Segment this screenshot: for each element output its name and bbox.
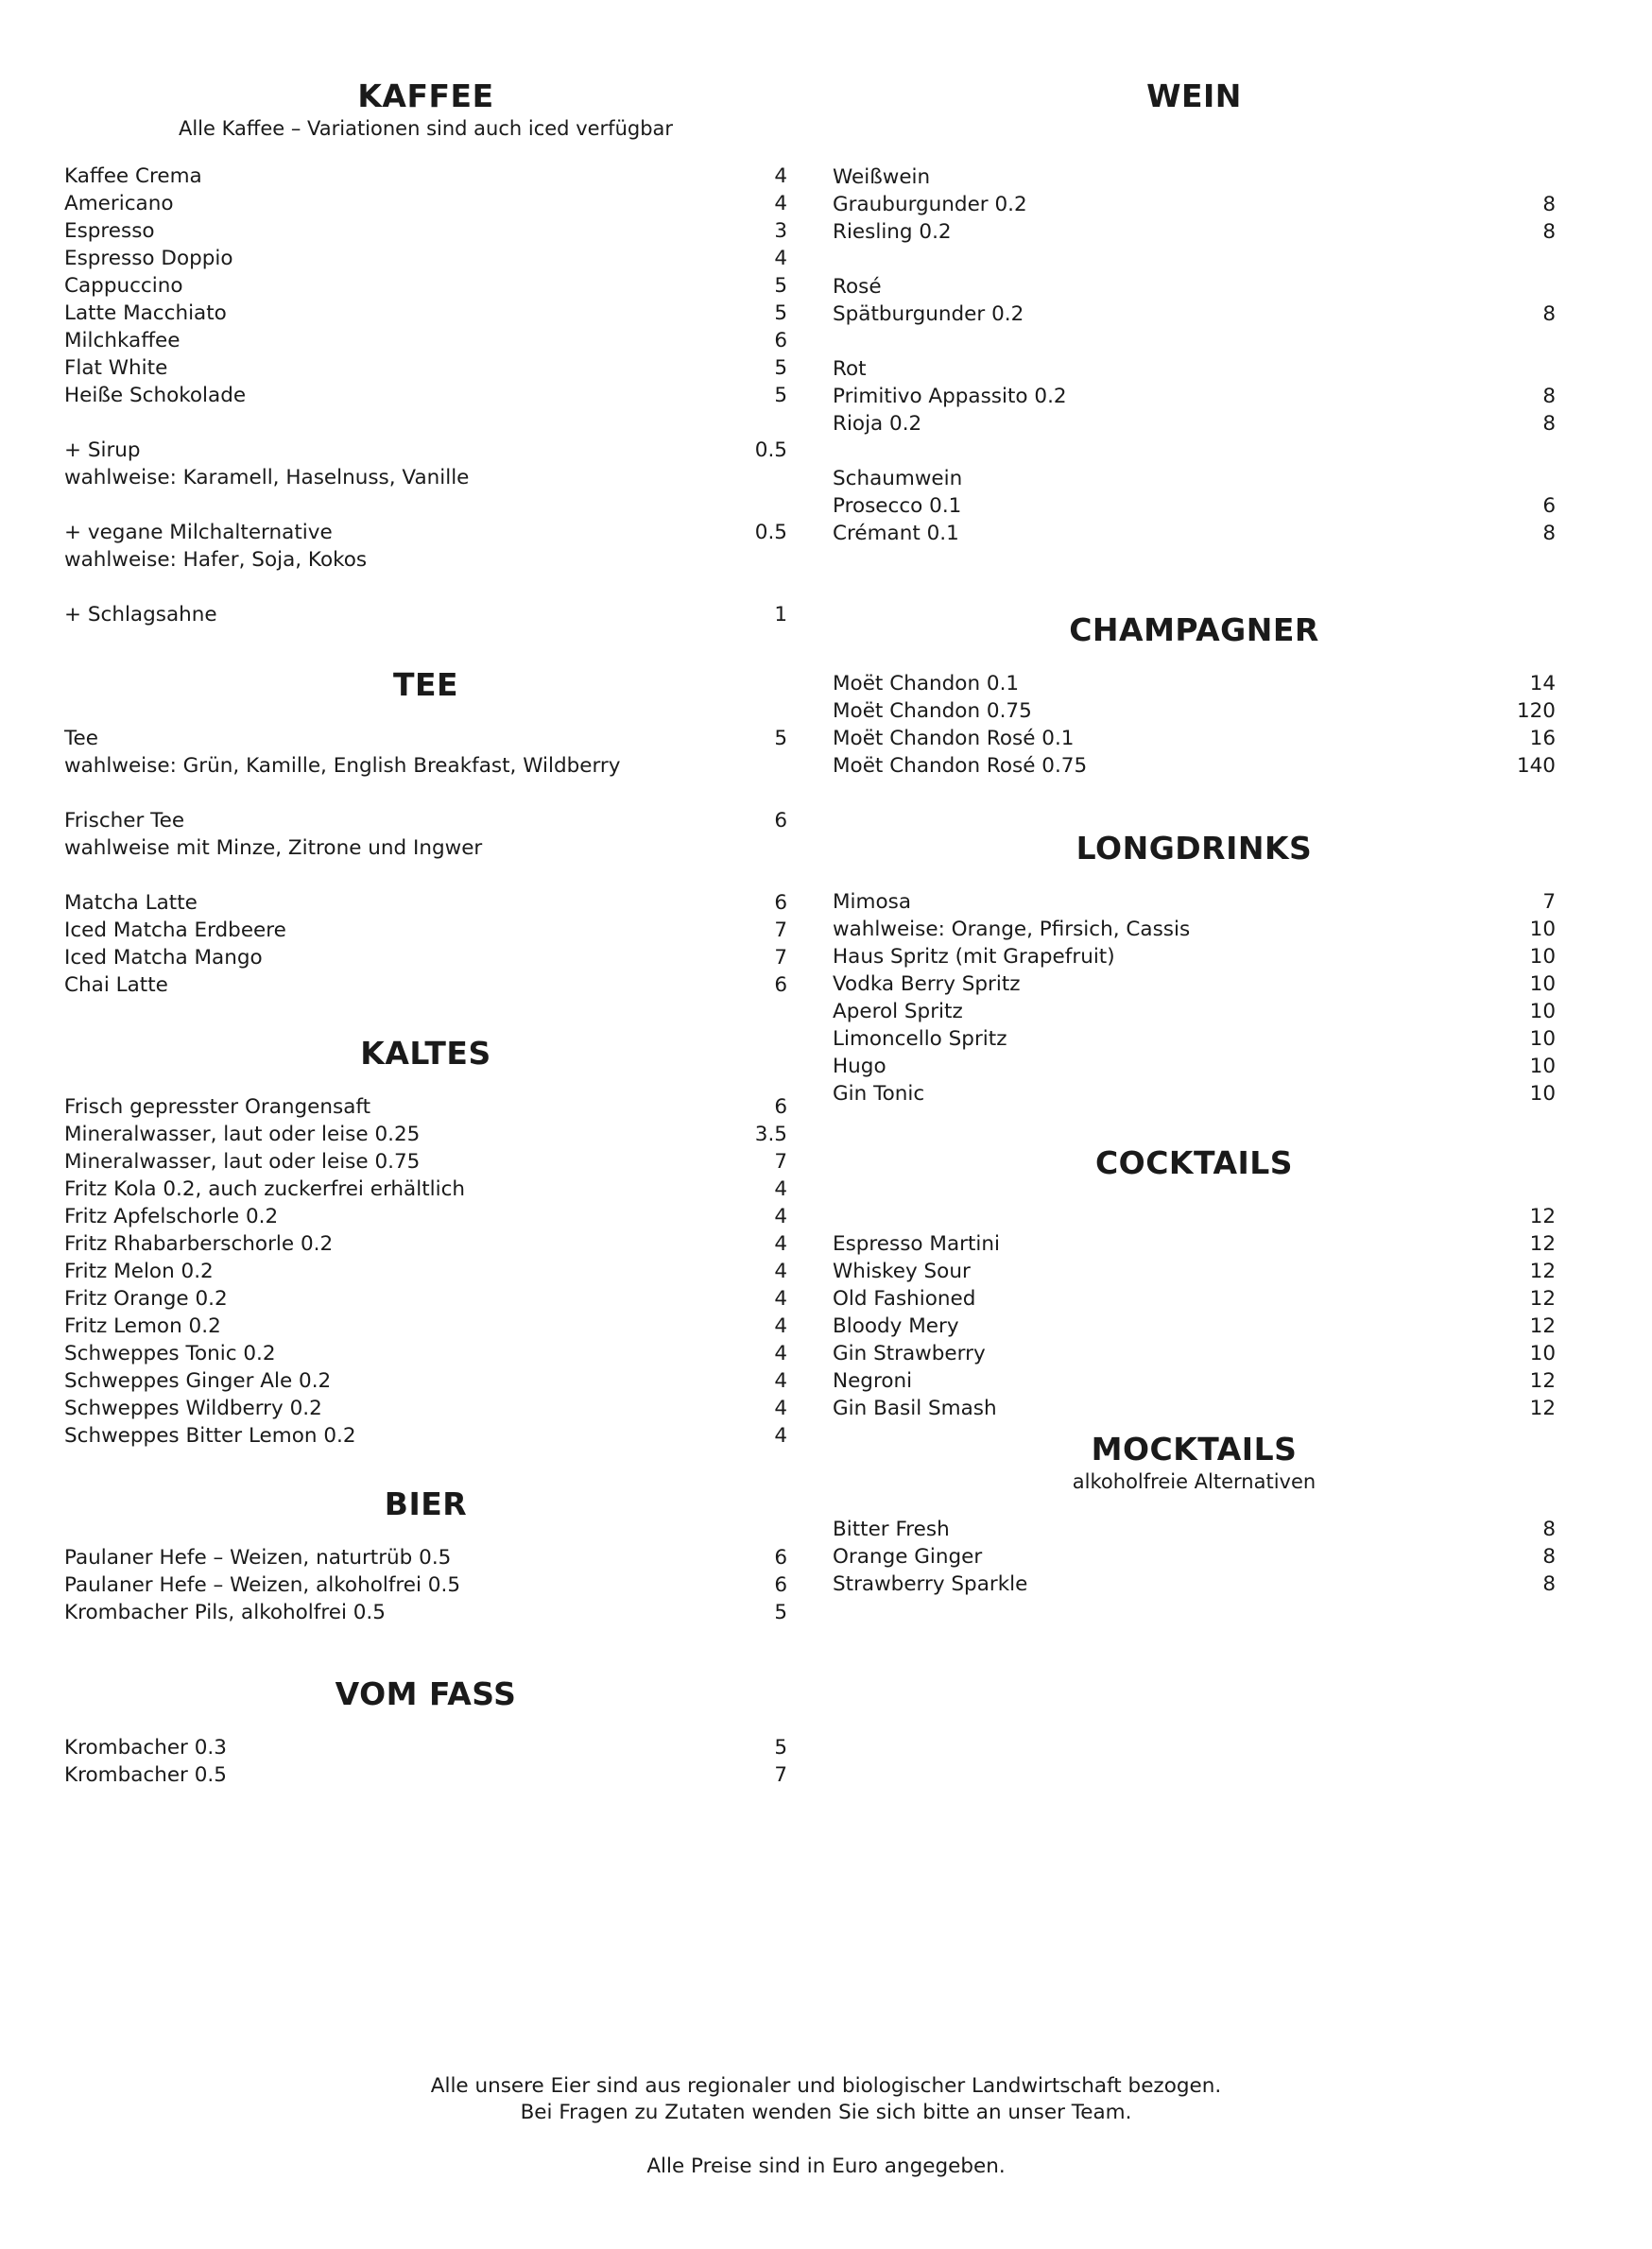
- menu-item-price: 6: [774, 973, 787, 997]
- section-title-champagner: CHAMPAGNER: [1069, 611, 1319, 648]
- menu-item: [833, 1203, 1556, 1230]
- menu-item-name: Rioja 0.2: [833, 412, 922, 436]
- menu-item: [833, 670, 1556, 697]
- menu-item-name: Flat White: [64, 356, 168, 380]
- menu-item-price: 3: [774, 219, 787, 243]
- menu-item-price: 140: [1516, 754, 1556, 778]
- menu-item-price: 10: [1529, 1000, 1556, 1023]
- menu-item-name: + Schlagsahne: [64, 603, 217, 627]
- menu-item-name: Fritz Apfelschorle 0.2: [64, 1205, 279, 1228]
- menu-item: [64, 1258, 787, 1285]
- section-cocktails: [833, 1144, 1556, 1422]
- menu-item-name: wahlweise: Orange, Pfirsich, Cassis: [833, 918, 1191, 941]
- menu-item: [64, 1761, 787, 1789]
- section-vomfass: [64, 1675, 787, 1789]
- menu-item-name: Frisch gepresster Orangensaft: [64, 1095, 371, 1119]
- menu-item-name: Limoncello Spritz: [833, 1027, 1007, 1051]
- menu-item: [64, 1571, 787, 1599]
- menu-item-name: Rosé: [833, 275, 882, 299]
- section-title-tee: TEE: [392, 666, 459, 703]
- menu-item-price: 4: [774, 1424, 787, 1448]
- section-subtitle-kaffee: Alle Kaffee – Variationen sind auch iced verfügbar: [178, 117, 674, 140]
- menu-item: [833, 1571, 1556, 1598]
- menu-item-price: 6: [774, 809, 787, 833]
- section-title-kaltes: KALTES: [360, 1035, 491, 1072]
- menu-item-name: Moët Chandon 0.75: [833, 699, 1032, 723]
- menu-item-name: Spätburgunder 0.2: [833, 302, 1024, 326]
- menu-item-price: 8: [1542, 1545, 1556, 1569]
- menu-item-name: Paulaner Hefe – Weizen, naturtrüb 0.5: [64, 1546, 452, 1570]
- menu-item: [64, 971, 787, 999]
- menu-item-price: 4: [774, 164, 787, 188]
- menu-item: [833, 410, 1556, 438]
- menu-item-name: Milchkaffee: [64, 329, 181, 352]
- menu-item-price: 5: [774, 1736, 787, 1760]
- menu-item-price: 6: [774, 329, 787, 352]
- menu-item-price: 12: [1529, 1369, 1556, 1393]
- menu-item-name: Hugo: [833, 1055, 886, 1078]
- menu-item: [833, 697, 1556, 725]
- menu-item-name: Fritz Orange 0.2: [64, 1287, 228, 1311]
- menu-item-name: Haus Spritz (mit Grapefruit): [833, 945, 1115, 969]
- menu-item: [64, 834, 787, 862]
- menu-item-price: 10: [1529, 1082, 1556, 1106]
- menu-item: [833, 916, 1556, 943]
- menu-item: [833, 752, 1556, 780]
- menu-item-name: Matcha Latte: [64, 891, 198, 915]
- section-items-mocktails: [833, 1516, 1556, 1598]
- menu-item: [64, 519, 787, 546]
- menu-item-name: Schweppes Bitter Lemon 0.2: [64, 1424, 356, 1448]
- menu-item: [64, 354, 787, 382]
- menu-item-price: 4: [774, 1287, 787, 1311]
- menu-item-price: 4: [774, 1260, 787, 1283]
- menu-item-price: 10: [1529, 945, 1556, 969]
- section-subtitle-mocktails: alkoholfreie Alternativen: [1072, 1470, 1316, 1493]
- menu-item-name: Heiße Schokolade: [64, 384, 247, 407]
- menu-item: [64, 1285, 787, 1313]
- menu-item: [64, 272, 787, 300]
- menu-item: [833, 1313, 1556, 1340]
- menu-item-name: Weißwein: [833, 165, 931, 189]
- menu-item-name: Crémant 0.1: [833, 522, 959, 545]
- menu-item-price: 3.5: [754, 1123, 787, 1146]
- menu-item-name: + Sirup: [64, 438, 141, 462]
- menu-item-price: 4: [774, 247, 787, 270]
- menu-item: [64, 917, 787, 944]
- menu-item: [833, 1367, 1556, 1395]
- menu-item: [64, 1544, 787, 1571]
- menu-item-name: + vegane Milchalternative: [64, 521, 333, 544]
- menu-item-price: 7: [1542, 890, 1556, 914]
- menu-item-price: 4: [774, 1177, 787, 1201]
- menu-item-price: 4: [774, 1369, 787, 1393]
- menu-item-price: 1: [774, 603, 787, 627]
- menu-item-name: Mineralwasser, laut oder leise 0.75: [64, 1150, 421, 1174]
- menu-item-name: Fritz Lemon 0.2: [64, 1314, 221, 1338]
- menu-item: [833, 465, 1556, 492]
- menu-item-price: 5: [774, 274, 787, 298]
- menu-item: [64, 327, 787, 354]
- menu-item-name: Iced Matcha Mango: [64, 946, 263, 970]
- menu-item: [833, 970, 1556, 998]
- menu-item-price: 5: [774, 356, 787, 380]
- menu-item-price: 0.5: [754, 521, 787, 544]
- menu-item: [833, 1340, 1556, 1367]
- section-title-vomfass: VOM FASS: [335, 1675, 517, 1712]
- menu-item-price: 10: [1529, 918, 1556, 941]
- menu-item: [833, 218, 1556, 246]
- menu-item-name: Grauburgunder 0.2: [833, 193, 1027, 216]
- menu-item-name: Moët Chandon Rosé 0.75: [833, 754, 1088, 778]
- menu-item-name: Bloody Mery: [833, 1314, 959, 1338]
- menu-item-name: Espresso: [64, 219, 155, 243]
- menu-item-price: 12: [1529, 1260, 1556, 1283]
- menu-item-price: 10: [1529, 1027, 1556, 1051]
- section-title-kaffee: KAFFEE: [357, 77, 494, 114]
- section-items-wein: [833, 136, 1556, 547]
- menu-item-name: Espresso Doppio: [64, 247, 233, 270]
- menu-item: [833, 1053, 1556, 1080]
- menu-item-name: Old Fashioned: [833, 1287, 976, 1311]
- menu-item-price: 6: [1542, 494, 1556, 518]
- menu-item-name: Rot: [833, 357, 867, 381]
- menu-item: [64, 1230, 787, 1258]
- section-items-champagner: [833, 670, 1556, 780]
- menu-item: [64, 1422, 787, 1450]
- menu-item-price: 12: [1529, 1232, 1556, 1256]
- menu-item-name: Schweppes Tonic 0.2: [64, 1342, 276, 1365]
- menu-item: [64, 601, 787, 628]
- menu-item-name: Strawberry Sparkle: [833, 1572, 1028, 1596]
- menu-item: [64, 1340, 787, 1367]
- menu-item-price: 4: [774, 192, 787, 215]
- menu-item-name: Aperol Spritz: [833, 1000, 963, 1023]
- menu-item-name: Krombacher 0.5: [64, 1763, 227, 1787]
- menu-item-name: Mineralwasser, laut oder leise 0.25: [64, 1123, 421, 1146]
- menu-item: [833, 1543, 1556, 1571]
- menu-item-name: Whiskey Sour: [833, 1260, 971, 1283]
- menu-item-name: Tee: [64, 727, 98, 750]
- menu-item-price: 5: [774, 301, 787, 325]
- section-title-bier: BIER: [384, 1485, 468, 1522]
- section-items-cocktails: [833, 1203, 1556, 1422]
- menu-item-name: Krombacher Pils, alkoholfrei 0.5: [64, 1601, 386, 1624]
- menu-item-name: Schaumwein: [833, 467, 963, 490]
- section-longdrinks: [833, 830, 1556, 1107]
- menu-item-name: Gin Basil Smash: [833, 1397, 997, 1420]
- menu-item-price: 0.5: [754, 438, 787, 462]
- menu-item-name: Fritz Melon 0.2: [64, 1260, 214, 1283]
- menu-item-name: Moët Chandon 0.1: [833, 672, 1020, 695]
- menu-item-price: 4: [774, 1232, 787, 1256]
- menu-item-price: 8: [1542, 412, 1556, 436]
- menu-item: [64, 725, 787, 752]
- menu-item-price: 7: [774, 918, 787, 942]
- menu-item-price: 14: [1529, 672, 1556, 695]
- menu-item: [64, 163, 787, 190]
- menu-item: [64, 1176, 787, 1203]
- menu-item-name: Americano: [64, 192, 174, 215]
- menu-item: [833, 383, 1556, 410]
- menu-item: [833, 1230, 1556, 1258]
- menu-item: [64, 300, 787, 327]
- menu-item-price: 6: [774, 1095, 787, 1119]
- menu-item: [833, 1285, 1556, 1313]
- menu-item-price: 8: [1542, 302, 1556, 326]
- menu-item-price: 10: [1529, 972, 1556, 996]
- section-kaltes: [64, 1035, 787, 1450]
- menu-item: [64, 1313, 787, 1340]
- footer-line-prices: Alle Preise sind in Euro angegeben.: [646, 2155, 1006, 2178]
- menu-item-price: 12: [1529, 1397, 1556, 1420]
- menu-item-price: 7: [774, 946, 787, 970]
- menu-item-name: wahlweise: Hafer, Soja, Kokos: [64, 548, 368, 572]
- menu-item-price: 7: [774, 1150, 787, 1174]
- menu-item: [833, 998, 1556, 1025]
- section-items-tee: [64, 725, 787, 999]
- section-items-vomfass: [64, 1734, 787, 1789]
- menu-item-price: 10: [1529, 1342, 1556, 1365]
- menu-item: [64, 1599, 787, 1626]
- menu-item-name: Gin Tonic: [833, 1082, 925, 1106]
- menu-item: [833, 163, 1556, 191]
- menu-item-name: Primitivo Appassito 0.2: [833, 385, 1067, 408]
- menu-item: [833, 492, 1556, 520]
- menu-item: [64, 245, 787, 272]
- menu-item: [833, 355, 1556, 383]
- menu-item-name: Schweppes Wildberry 0.2: [64, 1397, 322, 1420]
- menu-item-name: Iced Matcha Erdbeere: [64, 918, 286, 942]
- menu-item-name: Bitter Fresh: [833, 1518, 950, 1541]
- menu-item-price: 6: [774, 1573, 787, 1597]
- section-title-wein: WEIN: [1146, 77, 1242, 114]
- menu-item: [64, 546, 787, 574]
- menu-item: [833, 1080, 1556, 1107]
- menu-item: [833, 888, 1556, 916]
- menu-item-price: 12: [1529, 1205, 1556, 1228]
- menu-item: [64, 752, 787, 780]
- menu-item-price: 4: [774, 1205, 787, 1228]
- menu-item: [833, 191, 1556, 218]
- menu-item-name: Negroni: [833, 1369, 913, 1393]
- menu-item: [833, 1025, 1556, 1053]
- menu-item: [64, 437, 787, 464]
- menu-item-price: 12: [1529, 1287, 1556, 1311]
- menu-item-price: 5: [774, 727, 787, 750]
- menu-item: [64, 944, 787, 971]
- menu-item-name: Paulaner Hefe – Weizen, alkoholfrei 0.5: [64, 1573, 460, 1597]
- menu-item-price: 4: [774, 1314, 787, 1338]
- section-tee: [64, 666, 787, 999]
- menu-item-name: Mimosa: [833, 890, 911, 914]
- menu-item-name: Prosecco 0.1: [833, 494, 962, 518]
- menu-item: [833, 1516, 1556, 1543]
- menu-item: [64, 889, 787, 917]
- menu-item-price: 6: [774, 891, 787, 915]
- menu-item-name: Espresso Martini: [833, 1232, 1000, 1256]
- section-items-kaffee: [64, 163, 787, 628]
- footer-line-eggs: Alle unsere Eier sind aus regionaler und biologischer Landwirtschaft bezogen.: [430, 2074, 1222, 2098]
- section-title-longdrinks: LONGDRINKS: [1076, 830, 1313, 867]
- menu-item: [64, 1395, 787, 1422]
- menu-item-price: 120: [1516, 699, 1556, 723]
- menu-item-name: Fritz Kola 0.2, auch zuckerfrei erhältlich: [64, 1177, 466, 1201]
- menu-item-name: Fritz Rhabarberschorle 0.2: [64, 1232, 334, 1256]
- menu-item: [64, 1203, 787, 1230]
- footer-line-ingredients: Bei Fragen zu Zutaten wenden Sie sich bitte an unser Team.: [520, 2101, 1132, 2124]
- menu-item: [833, 725, 1556, 752]
- menu-item: [64, 1367, 787, 1395]
- menu-item-price: 5: [774, 384, 787, 407]
- menu-item: [833, 1258, 1556, 1285]
- menu-item: [833, 520, 1556, 547]
- menu-item-name: Chai Latte: [64, 973, 168, 997]
- menu-item-name: Krombacher 0.3: [64, 1736, 227, 1760]
- menu-item-price: 4: [774, 1397, 787, 1420]
- menu-item-price: 10: [1529, 1055, 1556, 1078]
- section-kaffee: [64, 77, 787, 628]
- menu-item-price: 16: [1529, 727, 1556, 750]
- menu-item-name: Latte Macchiato: [64, 301, 227, 325]
- menu-item: [64, 382, 787, 409]
- menu-item: [64, 1734, 787, 1761]
- menu-item: [64, 807, 787, 834]
- menu-item-price: 8: [1542, 522, 1556, 545]
- menu-item-price: 8: [1542, 220, 1556, 244]
- menu-item-price: 8: [1542, 1518, 1556, 1541]
- section-title-cocktails: COCKTAILS: [1094, 1144, 1294, 1181]
- menu-item-name: Moët Chandon Rosé 0.1: [833, 727, 1075, 750]
- menu-item-name: Kaffee Crema: [64, 164, 202, 188]
- section-title-mocktails: MOCKTAILS: [1091, 1431, 1298, 1468]
- menu-item-name: wahlweise: Grün, Kamille, English Breakfast, Wildberry: [64, 754, 621, 778]
- section-champagner: [833, 611, 1556, 780]
- menu-item: [833, 1395, 1556, 1422]
- section-items-kaltes: [64, 1093, 787, 1450]
- menu-item: [64, 217, 787, 245]
- menu-item: [833, 300, 1556, 328]
- menu-item: [64, 190, 787, 217]
- menu-item-name: Frischer Tee: [64, 809, 185, 833]
- menu-item-name: Riesling 0.2: [833, 220, 952, 244]
- menu-item-price: 4: [774, 1342, 787, 1365]
- section-wein: [833, 77, 1556, 547]
- menu-item-price: 7: [774, 1763, 787, 1787]
- menu-item-name: wahlweise: Karamell, Haselnuss, Vanille: [64, 466, 470, 489]
- menu-item-name: Orange Ginger: [833, 1545, 983, 1569]
- menu-item-price: 12: [1529, 1314, 1556, 1338]
- menu-item: [833, 943, 1556, 970]
- menu-item: [64, 1121, 787, 1148]
- menu-item-price: 6: [774, 1546, 787, 1570]
- menu-item-name: Schweppes Ginger Ale 0.2: [64, 1369, 332, 1393]
- menu-item: [833, 273, 1556, 300]
- section-items-bier: [64, 1544, 787, 1626]
- menu-item-name: Vodka Berry Spritz: [833, 972, 1021, 996]
- section-items-longdrinks: [833, 888, 1556, 1107]
- menu-item-price: 8: [1542, 385, 1556, 408]
- menu-item: [64, 1148, 787, 1176]
- menu-item-price: 5: [774, 1601, 787, 1624]
- menu-item-name: Cappuccino: [64, 274, 183, 298]
- menu-item-price: 8: [1542, 1572, 1556, 1596]
- menu-item: [64, 464, 787, 491]
- menu-item-price: 8: [1542, 193, 1556, 216]
- menu-item: [64, 1093, 787, 1121]
- menu-item-name: Gin Strawberry: [833, 1342, 986, 1365]
- menu-footer: [0, 2073, 1652, 2180]
- section-mocktails: [833, 1431, 1556, 1598]
- section-bier: [64, 1485, 787, 1626]
- menu-item-name: wahlweise mit Minze, Zitrone und Ingwer: [64, 836, 483, 860]
